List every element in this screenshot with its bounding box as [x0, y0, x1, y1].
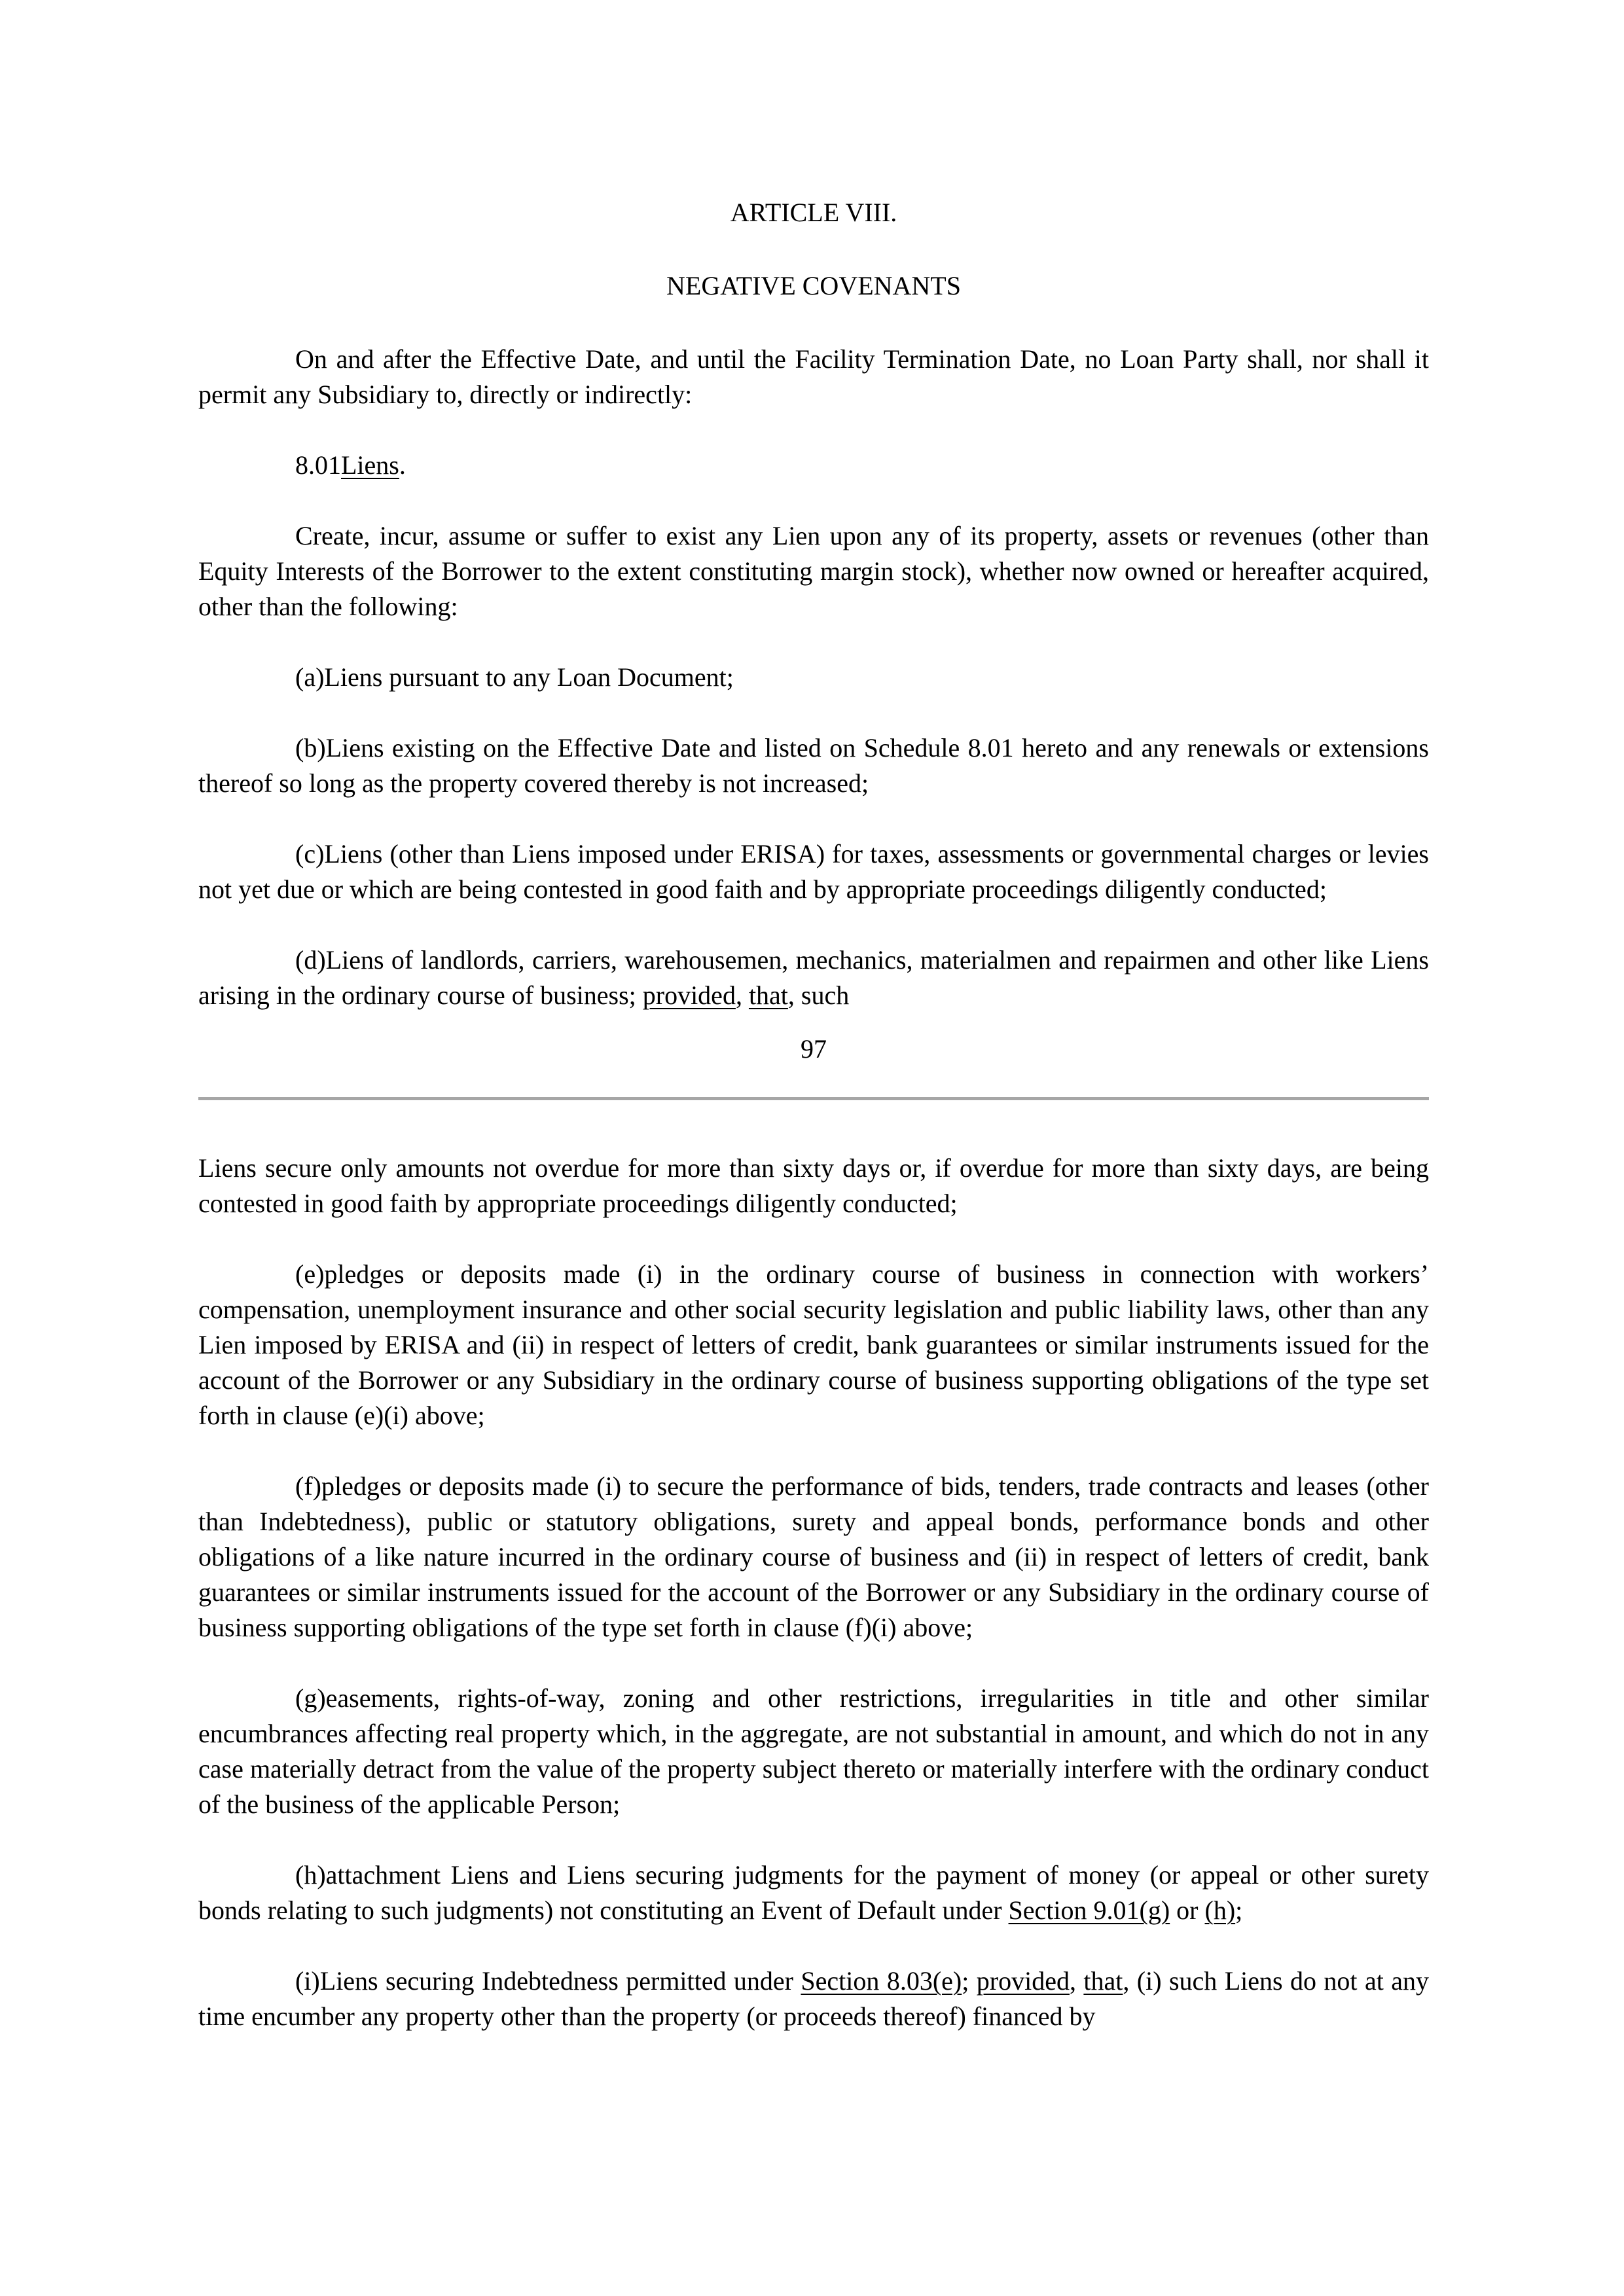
section-title-suffix: . [399, 450, 406, 480]
clause-h-tail: ; [1235, 1895, 1243, 1925]
clause-d [198, 942, 1429, 1013]
clause-d-continued: Liens secure only amounts not overdue for more than sixty days or, if overdue for more than sixty days, are being contested in good faith by appropriate proceedings diligently conducted; [198, 1153, 1429, 1218]
clause-i-sep1: ; [962, 1966, 977, 1996]
clause-g: (g)easements, rights-of-way, zoning and other restrictions, irregularities in title and other similar encumbrances affecting real property which, in the aggregate, are not substantial in amount, and which do not in any case materially detract from the value of the property subject thereto or materially interfere with the ordinary conduct of the business of the applicable Person; [198, 1683, 1429, 1819]
clause-i-that: that [1083, 1966, 1123, 1996]
clause-e: (e)pledges or deposits made (i) in the ordinary course of business in connection with workers’ compensation, unemployment insurance and other social security legislation and public liability laws, other than any Lien imposed by ERISA and (ii) in respect of letters of credit, bank guarantees or similar instruments issued for the account of the Borrower or any Subsidiary in the ordinary course of business supporting obligations of the type set forth in clause (e)(i) above; [198, 1259, 1429, 1430]
clause-b: (b)Liens existing on the Effective Date and listed on Schedule 8.01 hereto and any renewals or extensions thereof so long as the property covered thereby is not increased; [198, 733, 1429, 798]
article-title: NEGATIVE COVENANTS [666, 271, 961, 300]
clause-a: (a)Liens pursuant to any Loan Document; [295, 662, 734, 692]
clause-i-provided: provided [976, 1966, 1070, 1996]
section-title: Liens [341, 450, 399, 480]
clause-d-that: that [748, 980, 788, 1010]
section-number: 8.01 [295, 450, 341, 480]
page-number: 97 [801, 1034, 827, 1064]
section-heading [198, 448, 1429, 483]
clause-f: (f)pledges or deposits made (i) to secure the performance of bids, tenders, trade contracts and leases (other than Indebtedness), public or statutory obligations, surety and appeal bonds, performance bonds and other obligations of a like nature incurred in the ordinary course of business and (ii) in respect of letters of credit, bank guarantees or similar instruments issued for the account of the Borrower or any Subsidiary in the ordinary course of business supporting obligations of the type set forth in clause (f)(i) above; [198, 1471, 1429, 1642]
clause-d-sep: , [735, 980, 749, 1010]
clause-i-sep2: , [1069, 1966, 1084, 1996]
article-number: ARTICLE VIII. [730, 198, 897, 227]
clause-h [198, 1857, 1429, 1928]
clause-h-subref: (h) [1204, 1895, 1236, 1925]
page-divider [198, 1097, 1429, 1100]
clause-i [198, 1964, 1429, 2034]
clause-h-sep: or [1170, 1895, 1205, 1925]
clause-i-tail: , (i) such Liens do not at any time encumber any property other than the property (or proceeds thereof) financed by [198, 1966, 1429, 2031]
clause-i-section-ref: Section 8.03(e) [801, 1966, 962, 1996]
section-intro-paragraph: Create, incur, assume or suffer to exist any Lien upon any of its property, assets or revenues (other than Equity Interests of the Borrower to the extent constituting margin stock), whether now owned or hereafter acquired, other than the following: [198, 521, 1429, 621]
clause-h-section-ref: Section 9.01(g) [1008, 1895, 1170, 1925]
clause-d-tail: , such [787, 980, 850, 1010]
clause-d-text: (d)Liens of landlords, carriers, warehousemen, mechanics, materialmen and repairmen and other like Liens arising in the ordinary course of business; [198, 945, 1429, 1010]
page-97 [198, 195, 1429, 1067]
clause-c: (c)Liens (other than Liens imposed under ERISA) for taxes, assessments or governmental charges or levies not yet due or which are being contested in good faith and by appropriate proceedings diligently conducted; [198, 839, 1429, 904]
clause-i-text: (i)Liens securing Indebtedness permitted under [295, 1966, 801, 1996]
intro-paragraph: On and after the Effective Date, and until the Facility Termination Date, no Loan Party shall, nor shall it permit any Subsidiary to, directly or indirectly: [198, 344, 1429, 409]
clause-h-text: (h)attachment Liens and Liens securing judgments for the payment of money (or appeal or other surety bonds relating to such judgments) not constituting an Event of Default under [198, 1860, 1429, 1925]
clause-d-provided: provided [642, 980, 736, 1010]
page-98 [198, 1151, 1429, 2034]
